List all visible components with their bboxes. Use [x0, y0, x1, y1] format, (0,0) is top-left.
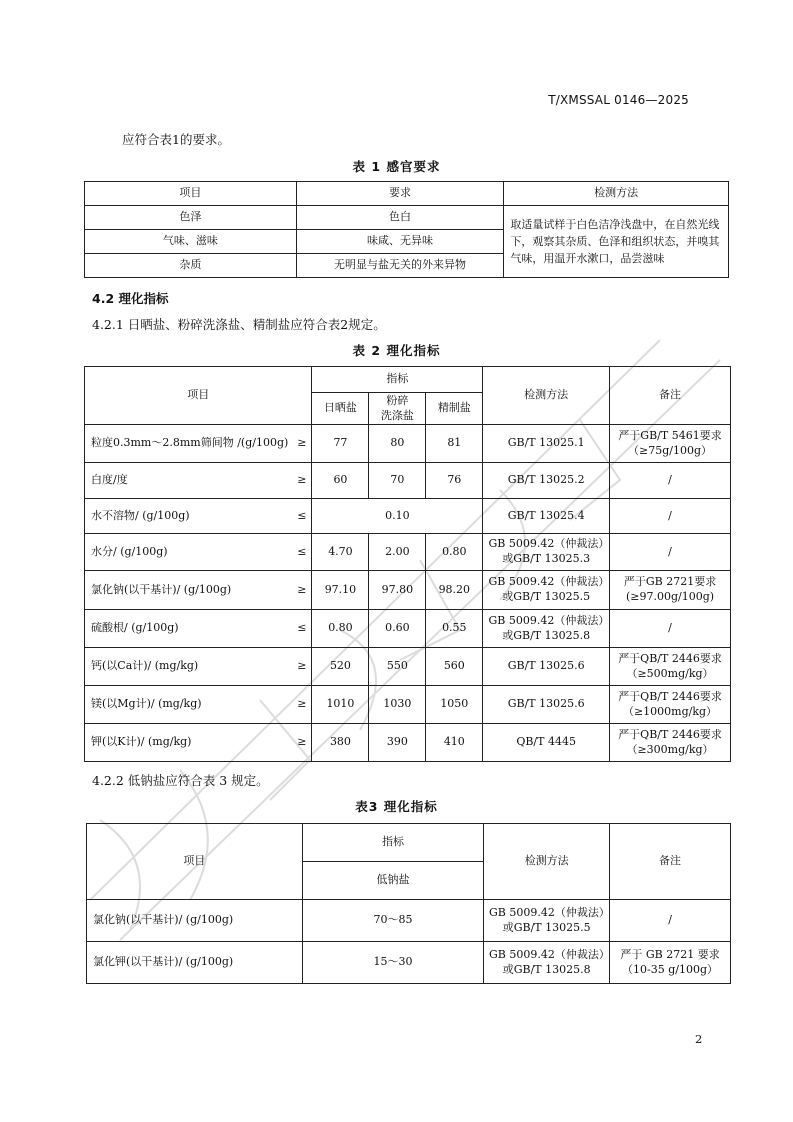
sub2-line1: 粉碎 [386, 393, 409, 407]
table-cell: 氯化钾(以干基计)/ (g/100g) [87, 942, 303, 984]
table-cell: GB/T 13025.6 [483, 648, 610, 686]
table-cell: 1010 [312, 686, 369, 724]
table-cell: 410 [426, 724, 483, 762]
page-number: 2 [695, 1032, 703, 1046]
table-cell: 97.80 [369, 571, 426, 610]
table-cell: 560 [426, 648, 483, 686]
table-cell: 杂质 [85, 254, 297, 278]
table-cell: 4.70 [312, 534, 369, 571]
table3-header-indicator: 指标 [302, 824, 484, 862]
table-row [85, 724, 731, 762]
operator: ≤ [297, 544, 307, 558]
table-cell: 严于GB 2721要求(≥97.00g/100g) [610, 571, 731, 610]
table-row [85, 499, 731, 534]
table-row [87, 942, 731, 984]
item-label: 氯化钠(以干基计)/ (g/100g) [91, 582, 232, 596]
table-cell: 色白 [296, 206, 504, 230]
table-cell: 98.20 [426, 571, 483, 610]
operator: ≥ [297, 436, 307, 450]
table1-caption: 表 1 感官要求 [352, 159, 441, 174]
operator: ≥ [297, 697, 307, 711]
table-row [87, 900, 731, 942]
table-cell: 97.10 [312, 571, 369, 610]
table2-header-sub2 [369, 393, 426, 425]
table-row [85, 534, 731, 571]
table3 [86, 823, 731, 984]
item-label: 水不溶物/ (g/100g) [91, 508, 190, 522]
table-cell: / [610, 463, 731, 499]
table-cell: 77 [312, 425, 369, 463]
table-cell: GB/T 13025.6 [483, 686, 610, 724]
section-4-2-2: 4.2.2 低钠盐应符合表 3 规定。 [92, 773, 269, 788]
item-label: 粒度0.3mm～2.8mm筛间物 /(g/100g) [91, 436, 289, 450]
table-cell: 色泽 [85, 206, 297, 230]
operator: ≥ [297, 735, 307, 749]
table3-header-note: 备注 [610, 824, 731, 900]
table-cell: 81 [426, 425, 483, 463]
table-cell: GB 5009.42（仲裁法）或GB/T 13025.8 [484, 942, 610, 984]
table-cell: 1030 [369, 686, 426, 724]
table-cell: / [610, 499, 731, 534]
table-cell: GB 5009.42（仲裁法）或GB/T 13025.5 [484, 900, 610, 942]
table-cell: 70 [369, 463, 426, 499]
table1 [84, 181, 729, 278]
table-cell: / [610, 900, 731, 942]
table-cell: 1050 [426, 686, 483, 724]
item-label: 钾(以K计)/ (mg/kg) [91, 735, 192, 749]
table-cell: 0.10 [312, 499, 483, 534]
table-cell: 15～30 [302, 942, 484, 984]
table-cell [85, 648, 312, 686]
section-4-2-1: 4.2.1 日晒盐、粉碎洗涤盐、精制盐应符合表2规定。 [92, 317, 386, 332]
table-cell: 2.00 [369, 534, 426, 571]
table1-header-req: 要求 [296, 182, 504, 206]
table-cell [85, 686, 312, 724]
table2-header-method: 检测方法 [483, 367, 610, 425]
table-cell: 氯化钠(以干基计)/ (g/100g) [87, 900, 303, 942]
table-cell: 0.60 [369, 610, 426, 648]
table3-caption: 表3 理化指标 [355, 799, 438, 814]
table-cell: 无明显与盐无关的外来异物 [296, 254, 504, 278]
item-label: 水分/ (g/100g) [91, 544, 168, 558]
table-cell: QB/T 4445 [483, 724, 610, 762]
table-cell: GB 5009.42（仲裁法）或GB/T 13025.5 [483, 571, 610, 610]
table-cell: 0.80 [426, 534, 483, 571]
table-cell: GB/T 13025.2 [483, 463, 610, 499]
table-cell: 550 [369, 648, 426, 686]
item-label: 镁(以Mg计)/ (mg/kg) [91, 697, 202, 711]
table-cell: GB 5009.42（仲裁法）或GB/T 13025.8 [483, 610, 610, 648]
item-label: 钙(以Ca计)/ (mg/kg) [91, 659, 199, 673]
table2-header-item: 项目 [85, 367, 312, 425]
table-cell: GB/T 13025.4 [483, 499, 610, 534]
table-cell: 严于 GB 2721 要求（10-35 g/100g） [610, 942, 731, 984]
table-cell: 严于GB/T 5461要求（≥75g/100g） [610, 425, 731, 463]
table-cell: 严于QB/T 2446要求（≥300mg/kg） [610, 724, 731, 762]
table-cell: 70～85 [302, 900, 484, 942]
table2 [84, 366, 731, 762]
table-row [85, 463, 731, 499]
table1-header-item: 项目 [85, 182, 297, 206]
table1-header-method: 检测方法 [504, 182, 729, 206]
intro-line: 应符合表1的要求。 [122, 132, 230, 147]
table2-header-indicator: 指标 [312, 367, 483, 393]
table3-header-sub: 低钠盐 [302, 862, 484, 900]
table2-header-sub3: 精制盐 [426, 393, 483, 425]
table-cell: 味咸、无异味 [296, 230, 504, 254]
table-cell: / [610, 610, 731, 648]
table-cell [85, 425, 312, 463]
table-cell: 严于QB/T 2446要求（≥1000mg/kg） [610, 686, 731, 724]
operator: ≥ [297, 582, 307, 596]
table-cell: 严于QB/T 2446要求（≥500mg/kg） [610, 648, 731, 686]
document-code: T/XMSSAL 0146—2025 [548, 93, 689, 107]
table-cell: 气味、滋味 [85, 230, 297, 254]
table-row [85, 425, 731, 463]
table-cell [85, 463, 312, 499]
operator: ≥ [297, 473, 307, 487]
table3-header-item: 项目 [87, 824, 303, 900]
table2-caption: 表 2 理化指标 [352, 343, 441, 358]
table-cell: 80 [369, 425, 426, 463]
table-row [85, 610, 731, 648]
table-cell [85, 534, 312, 571]
item-label: 硫酸根/ (g/100g) [91, 621, 179, 635]
table-cell: 76 [426, 463, 483, 499]
table-row [85, 686, 731, 724]
table-cell: / [610, 534, 731, 571]
table-cell [85, 499, 312, 534]
table-row [85, 648, 731, 686]
operator: ≤ [297, 508, 307, 522]
table2-header-sub1: 日晒盐 [312, 393, 369, 425]
table-cell: GB 5009.42（仲裁法）或GB/T 13025.3 [483, 534, 610, 571]
table-cell: 390 [369, 724, 426, 762]
table-cell: 0.80 [312, 610, 369, 648]
table-cell [85, 571, 312, 610]
table-cell: 380 [312, 724, 369, 762]
table-cell: 60 [312, 463, 369, 499]
table-cell: GB/T 13025.1 [483, 425, 610, 463]
table1-method: 取适量试样于白色洁净浅盘中，在自然光线下，观察其杂质、色泽和组织状态，并嗅其气味，用温开水漱口，品尝滋味 [504, 206, 729, 278]
operator: ≥ [297, 659, 307, 673]
table2-header-note: 备注 [610, 367, 731, 425]
item-label: 白度/度 [91, 473, 128, 487]
operator: ≤ [297, 621, 307, 635]
table-cell: 520 [312, 648, 369, 686]
table-row [85, 571, 731, 610]
table-cell: 0.55 [426, 610, 483, 648]
sub2-line2: 洗涤盐 [380, 408, 414, 422]
section-4-2-title: 4.2 理化指标 [92, 291, 169, 306]
table-cell [85, 724, 312, 762]
table3-header-method: 检测方法 [484, 824, 610, 900]
table-cell [85, 610, 312, 648]
